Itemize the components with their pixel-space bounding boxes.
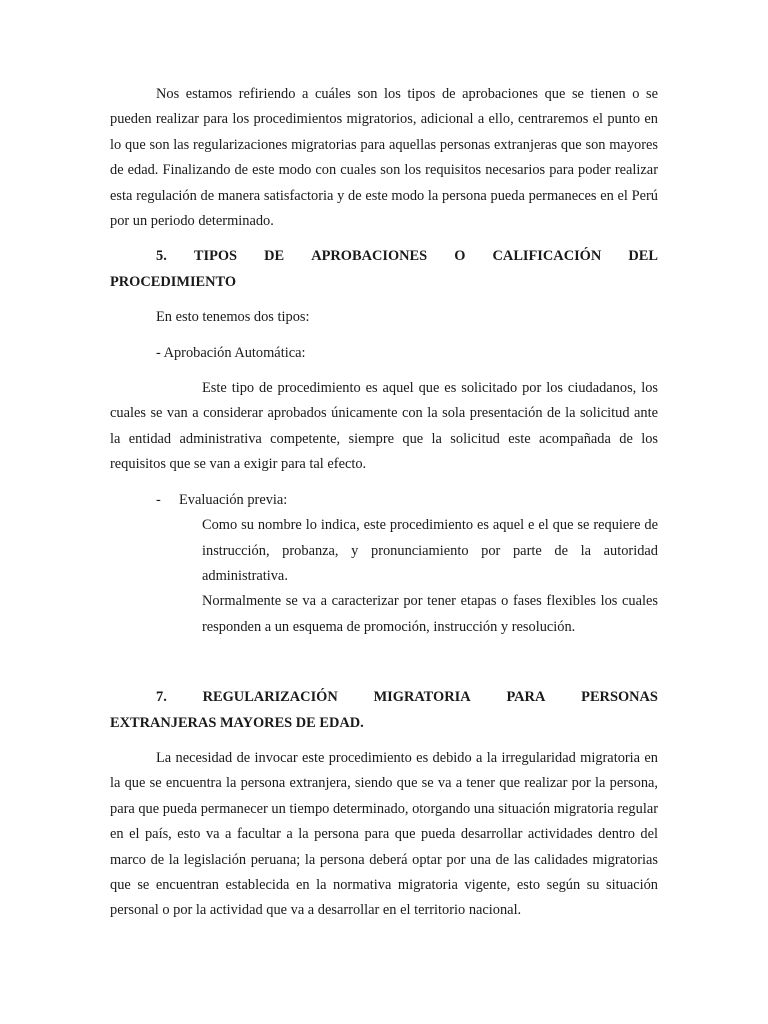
section-5-heading-line2: PROCEDIMIENTO <box>110 273 237 290</box>
section-5-lead: En esto tenemos dos tipos: <box>156 309 310 326</box>
heading-word: APROBACIONES <box>311 248 428 265</box>
auto-approval-label: - Aprobación Automática: <box>156 344 306 361</box>
section-7-heading-line1 <box>110 685 658 710</box>
prev-eval-text-1: Como su nombre lo indica, este procedimiento es aquel e el que se requiere de instrucción, probanza, y pronunciamiento por parte de la autoridad administrativa. <box>202 517 658 584</box>
heading-word: O <box>454 248 466 265</box>
heading-word: 5. <box>156 248 167 265</box>
heading-word: CALIFICACIÓN <box>492 248 602 265</box>
prev-eval-body <box>202 513 658 640</box>
section-7-body: La necesidad de invocar este procedimiento es debido a la irregularidad migratoria en la que se encuentra la persona extranjera, siendo que se va a tener que realizar por la persona, para que pueda permanecer un tiempo determinado, otorgando una situación migratoria regular en el país, esto va a facultar a la persona para que pueda desarrollar actividades dentro del marco de la legislación peruana; la persona deberá optar por una de las calidades migratorias que se encuentran establecida en la normativa migratoria vigente, esto según su situación personal o por la actividad que va a desarrollar en el territorio nacional. <box>110 749 658 919</box>
auto-approval-text: Este tipo de procedimiento es aquel que es solicitado por los ciudadanos, los cuales se van a considerar aprobados únicamente con la sola presentación de la solicitud ante la entidad administrativa competente, siempre que la solicitud este acompañada de los requisitos que se van a exigir para tal efecto. <box>110 380 658 473</box>
heading-word: PARA <box>506 689 546 706</box>
prev-eval-item <box>110 488 658 513</box>
section-5-heading <box>110 244 658 295</box>
document-page <box>110 82 658 924</box>
section-7-heading-line2: EXTRANJERAS MAYORES DE EDAD. <box>110 714 364 731</box>
heading-word: MIGRATORIA <box>373 689 471 706</box>
bullet-mark: - <box>156 491 161 508</box>
heading-word: TIPOS <box>193 248 238 265</box>
heading-word: DE <box>264 248 285 265</box>
heading-word: DEL <box>628 248 658 265</box>
section-7-heading <box>110 685 658 736</box>
heading-word: 7. <box>156 689 167 706</box>
intro-paragraph: Nos estamos refiriendo a cuáles son los tipos de aprobaciones que se tienen o se pueden realizar para los procedimientos migratorios, adicional a ello, centraremos el punto en lo que son las regularizaciones migratorias para aquellas personas extranjeras que son mayores de edad. Finalizando de este modo con cuales son los requisitos necesarios para poder realizar esta regulación de manera satisfactoria y de este modo la persona pueda permaneces en el Perú por un periodo determinado. <box>110 86 658 230</box>
heading-word: REGULARIZACIÓN <box>202 689 338 706</box>
prev-eval-text-2: Normalmente se va a caracterizar por tener etapas o fases flexibles los cuales responden a un esquema de promoción, instrucción y resolución. <box>202 593 658 635</box>
section-5-heading-line1 <box>110 244 658 269</box>
heading-word: PERSONAS <box>581 689 658 706</box>
prev-eval-label: Evaluación previa: <box>179 491 288 508</box>
